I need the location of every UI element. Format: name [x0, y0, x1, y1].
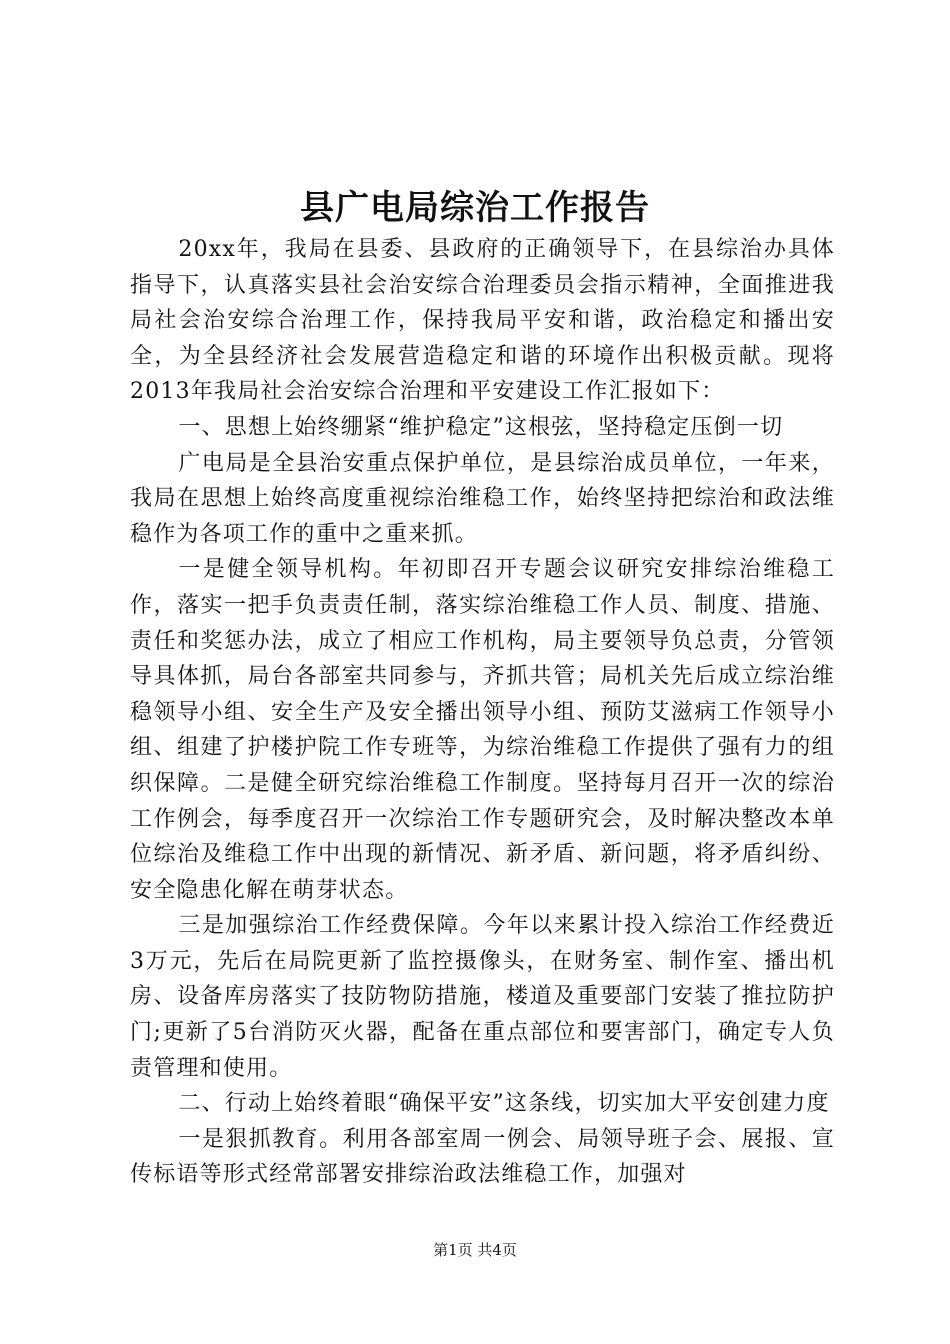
paragraph: 一是健全领导机构。年初即召开专题会议研究安排综治维稳工作，落实一把手负责责任制，落实综治维稳工作人员、制度、措施、责任和奖惩办法，成立了相应工作机构，局主要领导负总责，分管领导具体抓，局台各部室共同参与，齐抓共管；局机关先后成立综治维稳领导小组、安全生产及安全播出领导小组、预防艾滋病工作领导小组、组建了护楼护院工作专班等，为综治维稳工作提供了强有力的组织保障。二是健全研究综治维稳工作制度。坚持每月召开一次的综治工作例会，每季度召开一次综治工作专题研究会，及时解决整改本单位综治及维稳工作中出现的新情况、新矛盾、新问题，将矛盾纠纷、安全隐患化解在萌芽状态。 — [130, 557, 835, 903]
paragraph: 一是狠抓教育。利用各部室周一例会、局领导班子会、展报、宣传标语等形式经常部署安排综治政法维稳工作，加强对 — [130, 1126, 835, 1188]
document-body — [130, 232, 835, 1193]
section-heading-2: 二、行动上始终着眼“确保平安”这条线，切实加大平安创建力度 — [178, 1091, 830, 1117]
paragraph-intro: 20xx年，我局在县委、县政府的正确领导下，在县综治办具体指导下，认真落实县社会治安综合治理委员会指示精神，全面推进我局社会治安综合治理工作，保持我局平安和谐，政治稳定和播出安全，为全县经济社会发展营造稳定和谐的环境作出积极贡献。现将2013年我局社会治安综合治理和平安建设工作汇报如下： — [130, 237, 835, 405]
document-title: 县广电局综治工作报告 — [300, 188, 650, 228]
paragraph: 三是加强综治工作经费保障。今年以来累计投入综治工作经费近3万元，先后在局院更新了监控摄像头，在财务室、制作室、播出机房、设备库房落实了技防物防措施，楼道及重要部门安装了推拉防护门;更新了5台消防灭火器，配备在重点部位和要害部门，确定专人负责管理和使用。 — [130, 913, 835, 1081]
paragraph: 广电局是全县治安重点保护单位，是县综治成员单位，一年来，我局在思想上始终高度重视综治维稳工作，始终坚持把综治和政法维稳作为各项工作的重中之重来抓。 — [130, 450, 835, 547]
page-number-footer: 第1页 共4页 — [433, 1241, 517, 1259]
section-heading-1: 一、思想上始终绷紧“维护稳定”这根弦，坚持稳定压倒一切 — [178, 414, 784, 440]
